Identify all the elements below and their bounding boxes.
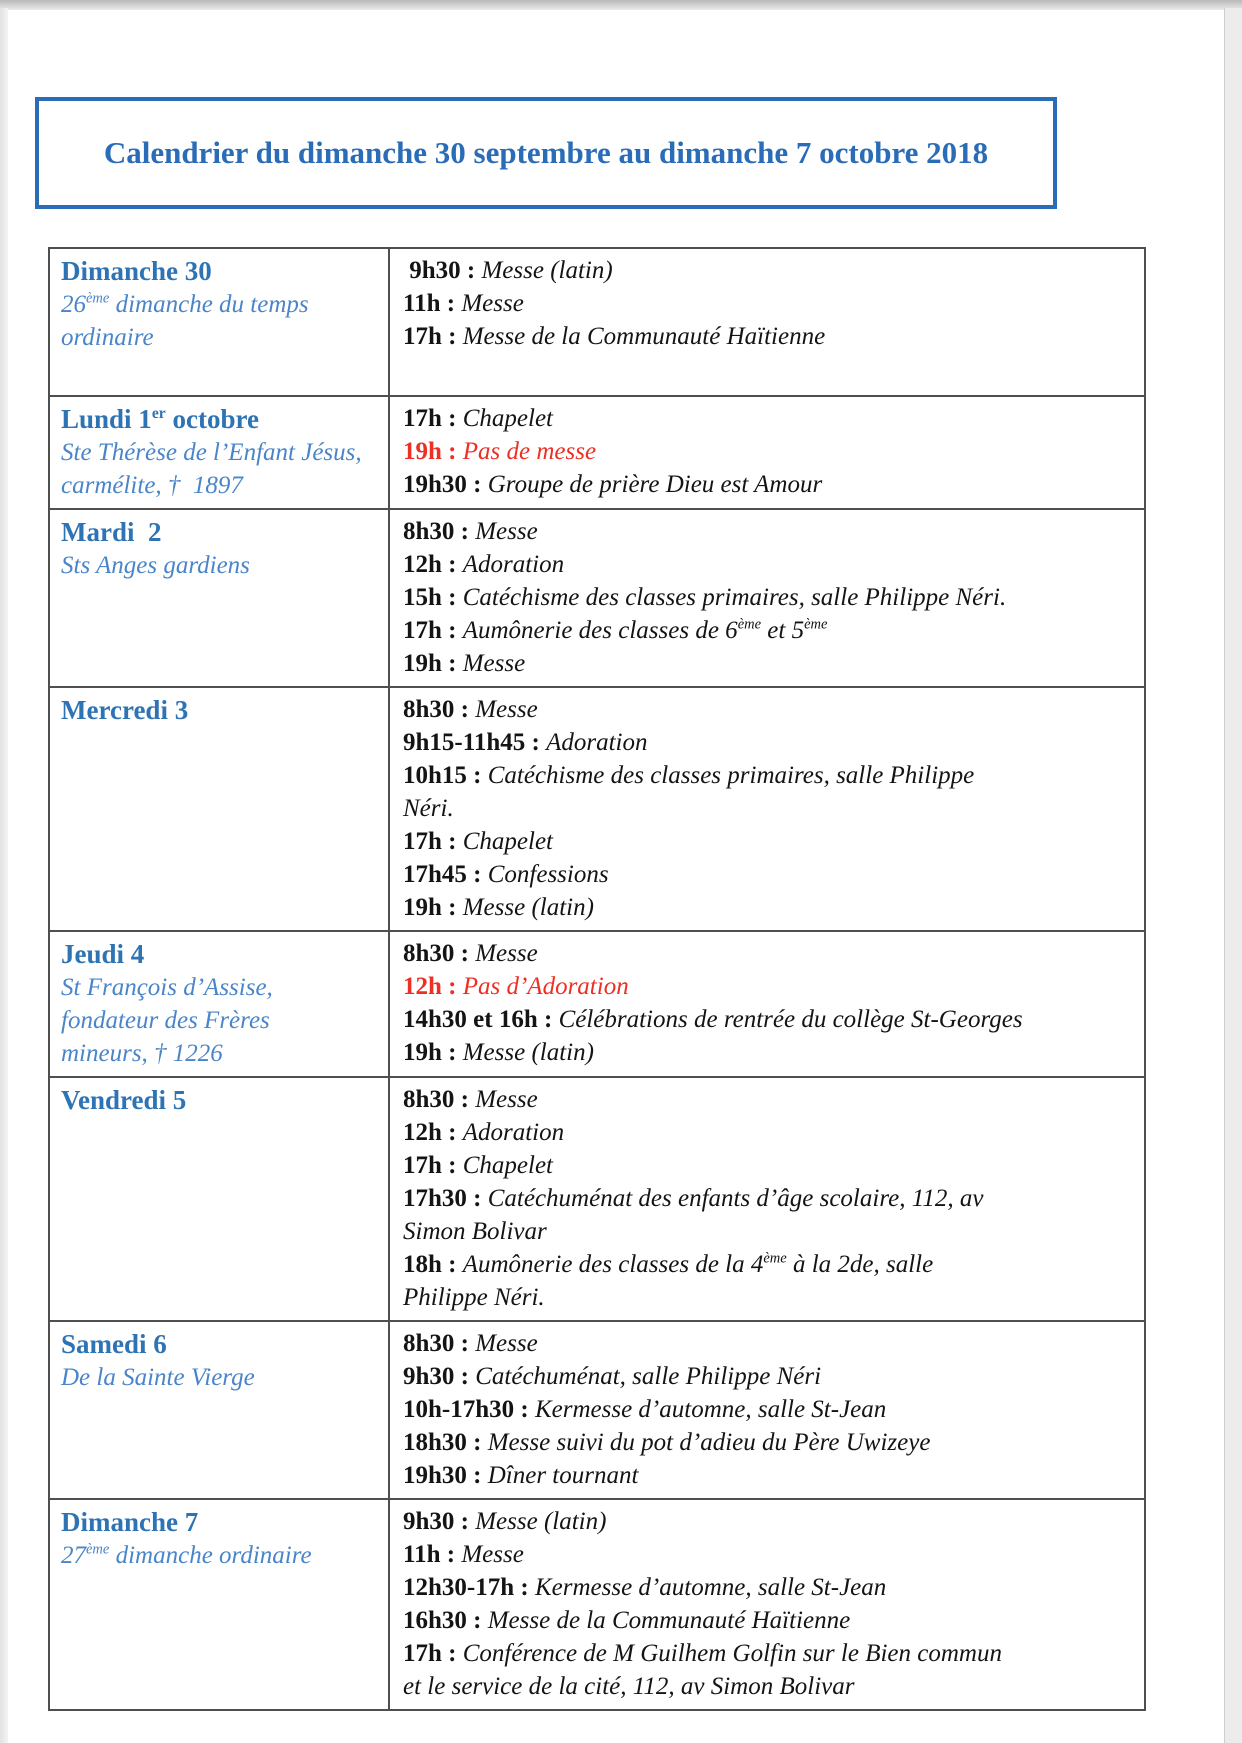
event-description: Messe (462, 650, 526, 677)
table-row (50, 1320, 1144, 1498)
page-edge-top (0, 0, 1242, 10)
event-time: 10h15 : (403, 762, 488, 789)
event-description: Messe (475, 940, 538, 967)
event-line (403, 1459, 1138, 1492)
event-description: Adoration (462, 551, 565, 578)
day-label: Jeudi 4 (61, 939, 145, 969)
event-description: Catéchisme des classes primaires, salle Philippe Néri. (403, 762, 975, 822)
event-time: 10h-17h30 : (403, 1396, 535, 1423)
event-description: Pas de messe (462, 438, 597, 465)
events-cell (388, 1500, 1144, 1709)
calendar-title-box (35, 97, 1057, 209)
event-time: 17h : (403, 617, 463, 644)
day-cell (50, 510, 388, 686)
event-time: 15h : (403, 584, 463, 611)
event-line (403, 1393, 1138, 1426)
event-line (403, 891, 1138, 924)
event-line (403, 970, 1138, 1003)
table-row (50, 930, 1144, 1076)
event-description: Groupe de prière Dieu est Amour (487, 471, 823, 498)
event-description: Messe (475, 1086, 538, 1113)
event-description: Messe (475, 1330, 538, 1357)
event-time: 17h45 : (403, 861, 488, 888)
event-time: 11h : (403, 290, 462, 317)
event-line (403, 1083, 1138, 1116)
event-description: Célébrations de rentrée du collège St-Georges (558, 1006, 1023, 1033)
event-description: Messe (latin) (475, 1508, 607, 1535)
events-cell (388, 249, 1144, 395)
day-subtitle: St François d’Assise, fondateur des Frères mineurs, † 1226 (61, 974, 273, 1067)
event-time: 17h : (403, 323, 463, 350)
event-time: 16h30 : (403, 1607, 488, 1634)
day-cell (50, 397, 388, 508)
event-description: Messe (461, 290, 524, 317)
event-line (403, 726, 1138, 759)
table-row (50, 249, 1144, 395)
event-line (403, 1149, 1138, 1182)
event-time: 14h30 et 16h : (403, 1006, 559, 1033)
event-line (403, 647, 1138, 680)
event-description: Messe suivi du pot d’adieu du Père Uwizeye (487, 1429, 931, 1456)
event-description: Messe de la Communauté Haïtienne (487, 1607, 851, 1634)
event-line (403, 287, 1138, 320)
day-label: Dimanche 7 (61, 1507, 199, 1537)
event-description: Messe (latin) (462, 1039, 594, 1066)
event-time: 8h30 : (403, 1086, 476, 1113)
event-line (403, 937, 1138, 970)
event-line (403, 254, 1138, 287)
events-cell (388, 510, 1144, 686)
event-line (403, 581, 1138, 614)
event-line (403, 825, 1138, 858)
event-line (403, 614, 1138, 647)
day-label: Lundi 1er octobre (61, 404, 259, 434)
event-line (403, 1003, 1138, 1036)
event-description: Messe (latin) (481, 257, 613, 284)
events-cell (388, 688, 1144, 930)
event-description: Catéchuménat des enfants d’âge scolaire, 112, av Simon Bolivar (403, 1185, 984, 1245)
event-time: 18h : (403, 1251, 463, 1278)
table-row (50, 686, 1144, 930)
event-description: Dîner tournant (487, 1462, 639, 1489)
event-time: 8h30 : (403, 940, 476, 967)
day-cell (50, 249, 388, 395)
day-label: Vendredi 5 (61, 1085, 187, 1115)
event-time: 19h : (403, 438, 463, 465)
day-cell (50, 688, 388, 930)
event-time: 12h : (403, 551, 463, 578)
events-cell (388, 1322, 1144, 1498)
event-time: 19h30 : (403, 1462, 488, 1489)
event-description: Messe (475, 696, 538, 723)
day-subtitle: 27ème dimanche ordinaire (61, 1541, 312, 1569)
calendar-title: Calendrier du dimanche 30 septembre au dimanche 7 octobre 2018 (103, 135, 989, 170)
event-time: 9h15-11h45 : (403, 729, 547, 756)
event-line (403, 1637, 1138, 1703)
event-description: Confessions (487, 861, 609, 888)
event-line (403, 1036, 1138, 1069)
event-description: Adoration (546, 729, 648, 756)
page-edge-right (1224, 8, 1242, 1743)
event-time: 19h : (403, 1039, 463, 1066)
event-line (403, 1248, 1138, 1314)
event-time: 18h30 : (403, 1429, 488, 1456)
event-description: Kermesse d’automne, salle St-Jean (534, 1574, 887, 1601)
event-line (403, 1426, 1138, 1459)
event-line (403, 1604, 1138, 1637)
event-line (403, 1116, 1138, 1149)
event-line (403, 1505, 1138, 1538)
event-time: 9h30 : (403, 1508, 476, 1535)
event-line (403, 858, 1138, 891)
event-line (403, 468, 1138, 501)
day-cell (50, 932, 388, 1076)
day-subtitle: Ste Thérèse de l’Enfant Jésus, carmélite, † 1897 (61, 439, 362, 499)
day-cell (50, 1078, 388, 1320)
table-row (50, 508, 1144, 686)
event-line (403, 1182, 1138, 1248)
event-description: Chapelet (462, 1152, 553, 1179)
event-line (403, 548, 1138, 581)
event-time: 9h30 : (403, 257, 482, 284)
event-time: 11h : (403, 1541, 462, 1568)
day-subtitle: De la Sainte Vierge (61, 1364, 255, 1391)
event-line (403, 693, 1138, 726)
day-cell (50, 1500, 388, 1709)
event-line (403, 402, 1138, 435)
event-description: Messe (latin) (462, 894, 594, 921)
event-description: Conférence de M Guilhem Golfin sur le Bien commun et le service de la cité, 112, av Simon Bolivar (403, 1640, 1002, 1700)
table-row (50, 1076, 1144, 1320)
day-cell (50, 1322, 388, 1498)
day-subtitle: 26ème dimanche du temps ordinaire (61, 290, 309, 351)
event-line (403, 515, 1138, 548)
event-time: 8h30 : (403, 518, 476, 545)
event-time: 17h30 : (403, 1185, 488, 1212)
event-time: 9h30 : (403, 1363, 476, 1390)
event-description: Messe (475, 518, 538, 545)
event-description: Kermesse d’automne, salle St-Jean (534, 1396, 887, 1423)
event-description: Chapelet (462, 828, 553, 855)
event-line (403, 1360, 1138, 1393)
event-line (403, 1327, 1138, 1360)
event-description: Pas d’Adoration (462, 973, 629, 1000)
day-label: Samedi 6 (61, 1329, 167, 1359)
event-description: Messe (461, 1541, 524, 1568)
event-description: Catéchuménat, salle Philippe Néri (475, 1363, 822, 1390)
page-edge-left (0, 8, 8, 1743)
event-time: 12h : (403, 973, 463, 1000)
event-time: 8h30 : (403, 696, 476, 723)
event-line (403, 759, 1138, 825)
event-description: Chapelet (462, 405, 553, 432)
event-time: 8h30 : (403, 1330, 476, 1357)
event-time: 12h : (403, 1119, 463, 1146)
event-time: 12h30-17h : (403, 1574, 535, 1601)
event-time: 17h : (403, 1152, 463, 1179)
events-cell (388, 932, 1144, 1076)
event-time: 19h : (403, 650, 463, 677)
day-label: Dimanche 30 (61, 256, 212, 286)
table-row (50, 395, 1144, 508)
event-description: Aumônerie des classes de la 4ème à la 2de, salle Philippe Néri. (403, 1250, 934, 1311)
table-row (50, 1498, 1144, 1709)
event-line (403, 320, 1138, 353)
events-cell (388, 397, 1144, 508)
event-line (403, 1571, 1138, 1604)
day-subtitle: Sts Anges gardiens (61, 552, 250, 579)
event-description: Aumônerie des classes de 6ème et 5ème (462, 616, 828, 644)
event-description: Adoration (462, 1119, 565, 1146)
event-time: 19h30 : (403, 471, 488, 498)
day-label: Mercredi 3 (61, 695, 189, 725)
day-label: Mardi 2 (61, 517, 162, 547)
event-line (403, 435, 1138, 468)
event-description: Catéchisme des classes primaires, salle Philippe Néri. (462, 584, 1007, 611)
events-cell (388, 1078, 1144, 1320)
calendar-table (48, 247, 1146, 1711)
event-time: 17h : (403, 828, 463, 855)
event-time: 17h : (403, 1640, 463, 1667)
event-description: Messe de la Communauté Haïtienne (462, 323, 826, 350)
event-time: 17h : (403, 405, 463, 432)
event-line (403, 1538, 1138, 1571)
event-time: 19h : (403, 894, 463, 921)
